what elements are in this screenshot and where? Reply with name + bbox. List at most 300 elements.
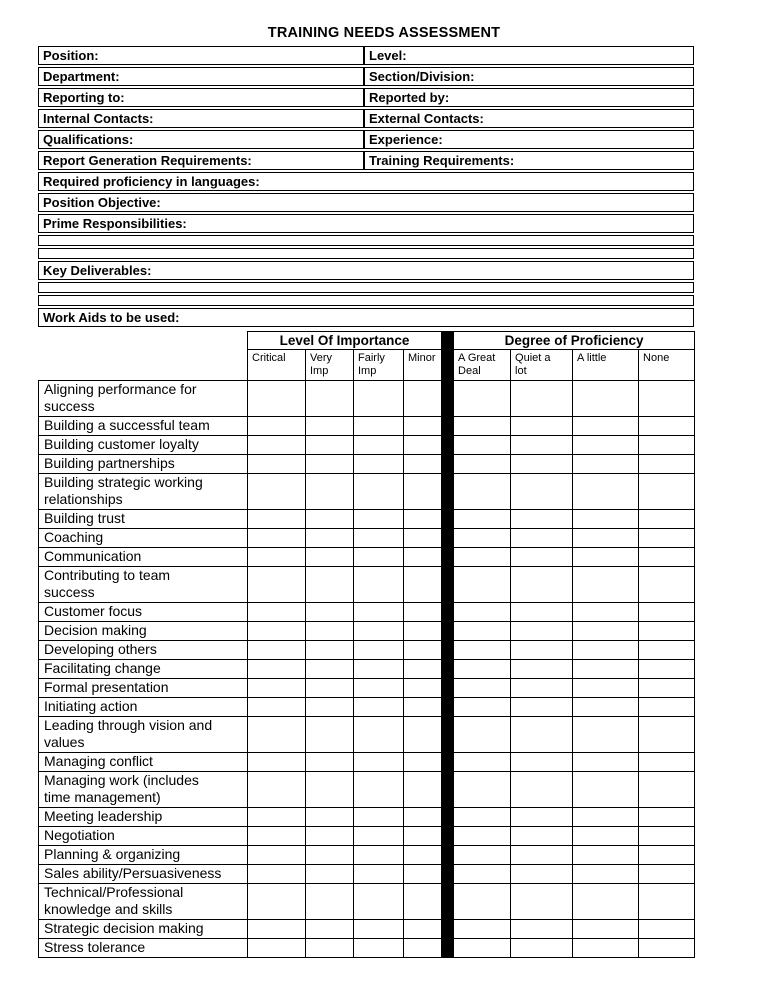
skill-row <box>39 920 695 939</box>
divider-bar <box>442 846 454 865</box>
rating-cell <box>454 660 511 679</box>
rating-cell <box>306 865 354 884</box>
rating-cell <box>354 436 404 455</box>
rating-cell <box>511 548 573 567</box>
rating-cell <box>511 510 573 529</box>
rating-cell <box>639 510 695 529</box>
rating-cell <box>354 474 404 510</box>
rating-cell <box>573 939 639 958</box>
divider-bar <box>442 679 454 698</box>
rating-cell <box>511 529 573 548</box>
rating-cell <box>404 529 442 548</box>
divider-bar <box>442 417 454 436</box>
rating-cell <box>511 884 573 920</box>
form-field-label: Reporting to: <box>38 88 364 107</box>
rating-cell <box>404 641 442 660</box>
rating-cell <box>306 603 354 622</box>
form-row <box>38 67 694 86</box>
divider-bar <box>442 641 454 660</box>
rating-cell <box>573 641 639 660</box>
rating-cell <box>306 753 354 772</box>
rating-cell <box>306 436 354 455</box>
rating-cell <box>639 603 695 622</box>
rating-cell <box>354 622 404 641</box>
rating-cell <box>354 381 404 417</box>
rating-cell <box>354 641 404 660</box>
skill-label: Building a successful team <box>39 417 248 436</box>
skill-label: Coaching <box>39 529 248 548</box>
rating-cell <box>511 660 573 679</box>
rating-cell <box>248 622 306 641</box>
rating-cell <box>454 865 511 884</box>
form-row <box>38 109 694 128</box>
rating-cell <box>248 679 306 698</box>
importance-level-header: Very Imp <box>306 350 354 381</box>
form-content <box>38 44 694 958</box>
skill-row <box>39 717 695 753</box>
divider-bar <box>442 660 454 679</box>
rating-cell <box>639 474 695 510</box>
matrix-corner-blank <box>39 332 248 350</box>
proficiency-level-header: None <box>639 350 695 381</box>
form-field-label: Department: <box>38 67 364 86</box>
rating-cell <box>404 920 442 939</box>
skill-row <box>39 603 695 622</box>
rating-cell <box>454 529 511 548</box>
skill-label: Managing conflict <box>39 753 248 772</box>
divider-bar <box>442 381 454 417</box>
rating-cell <box>639 920 695 939</box>
rating-cell <box>306 474 354 510</box>
rating-cell <box>354 698 404 717</box>
rating-cell <box>454 417 511 436</box>
rating-cell <box>404 753 442 772</box>
skill-label: Leading through vision and values <box>39 717 248 753</box>
skill-label: Meeting leadership <box>39 808 248 827</box>
rating-cell <box>573 529 639 548</box>
proficiency-level-header: A little <box>573 350 639 381</box>
skill-row <box>39 529 695 548</box>
rating-cell <box>248 603 306 622</box>
rating-cell <box>306 772 354 808</box>
rating-cell <box>454 679 511 698</box>
rating-cell <box>573 567 639 603</box>
rating-cell <box>354 529 404 548</box>
form-blank-row <box>38 235 694 246</box>
rating-cell <box>511 436 573 455</box>
proficiency-level-header: Quiet a lot <box>511 350 573 381</box>
rating-cell <box>573 417 639 436</box>
rating-cell <box>354 846 404 865</box>
form-field-label: Training Requirements: <box>364 151 694 170</box>
skill-label: Managing work (includes time management) <box>39 772 248 808</box>
skill-row <box>39 548 695 567</box>
rating-cell <box>306 717 354 753</box>
rating-cell <box>306 622 354 641</box>
rating-cell <box>404 603 442 622</box>
rating-cell <box>354 884 404 920</box>
rating-cell <box>454 846 511 865</box>
rating-cell <box>404 474 442 510</box>
skill-label: Strategic decision making <box>39 920 248 939</box>
form-row <box>38 282 694 293</box>
rating-cell <box>573 865 639 884</box>
rating-cell <box>404 622 442 641</box>
rating-cell <box>454 641 511 660</box>
rating-cell <box>248 846 306 865</box>
rating-cell <box>404 679 442 698</box>
form-row <box>38 248 694 259</box>
rating-cell <box>639 436 695 455</box>
skill-label: Building trust <box>39 510 248 529</box>
rating-cell <box>639 660 695 679</box>
rating-cell <box>248 455 306 474</box>
rating-cell <box>511 698 573 717</box>
rating-cell <box>404 827 442 846</box>
divider-bar <box>442 717 454 753</box>
rating-cell <box>454 622 511 641</box>
rating-cell <box>306 529 354 548</box>
rating-cell <box>354 455 404 474</box>
skill-label: Planning & organizing <box>39 846 248 865</box>
rating-cell <box>454 939 511 958</box>
divider-bar <box>442 510 454 529</box>
form-field-label: Report Generation Requirements: <box>38 151 364 170</box>
rating-cell <box>248 920 306 939</box>
rating-cell <box>248 753 306 772</box>
form-field-label: Level: <box>364 46 694 65</box>
rating-cell <box>248 381 306 417</box>
divider-bar <box>442 827 454 846</box>
rating-cell <box>511 603 573 622</box>
rating-cell <box>573 548 639 567</box>
rating-cell <box>404 417 442 436</box>
rating-cell <box>573 920 639 939</box>
rating-cell <box>354 865 404 884</box>
form-row <box>38 308 694 327</box>
rating-cell <box>639 641 695 660</box>
skill-row <box>39 939 695 958</box>
rating-cell <box>573 846 639 865</box>
rating-cell <box>404 717 442 753</box>
rating-cell <box>511 641 573 660</box>
rating-cell <box>511 474 573 510</box>
rating-cell <box>354 548 404 567</box>
skill-label: Technical/Professional knowledge and skills <box>39 884 248 920</box>
rating-cell <box>511 865 573 884</box>
rating-cell <box>306 455 354 474</box>
divider-bar <box>442 455 454 474</box>
page-title: TRAINING NEEDS ASSESSMENT <box>267 25 501 41</box>
rating-cell <box>511 679 573 698</box>
rating-cell <box>639 679 695 698</box>
form-row <box>38 130 694 149</box>
rating-cell <box>404 865 442 884</box>
rating-cell <box>511 939 573 958</box>
importance-level-header: Critical <box>248 350 306 381</box>
rating-cell <box>639 939 695 958</box>
form-field-label: Position Objective: <box>38 193 694 212</box>
form-row <box>38 46 694 65</box>
divider-bar <box>442 622 454 641</box>
rating-cell <box>454 436 511 455</box>
rating-cell <box>404 660 442 679</box>
divider-bar <box>442 808 454 827</box>
rating-cell <box>354 567 404 603</box>
rating-cell <box>511 417 573 436</box>
skill-label: Sales ability/Persuasiveness <box>39 865 248 884</box>
rating-cell <box>306 920 354 939</box>
form-row <box>38 235 694 246</box>
rating-cell <box>639 884 695 920</box>
rating-cell <box>639 846 695 865</box>
rating-cell <box>573 698 639 717</box>
rating-cell <box>248 510 306 529</box>
rating-cell <box>354 920 404 939</box>
rating-cell <box>511 808 573 827</box>
rating-cell <box>404 846 442 865</box>
rating-cell <box>306 884 354 920</box>
form-field-label: Reported by: <box>364 88 694 107</box>
skill-row <box>39 827 695 846</box>
rating-cell <box>573 884 639 920</box>
rating-cell <box>354 753 404 772</box>
divider-bar <box>442 884 454 920</box>
rating-cell <box>573 436 639 455</box>
rating-cell <box>306 548 354 567</box>
form-field-label: Experience: <box>364 130 694 149</box>
skill-row <box>39 381 695 417</box>
rating-cell <box>573 455 639 474</box>
rating-cell <box>639 753 695 772</box>
rating-cell <box>404 381 442 417</box>
skill-row <box>39 455 695 474</box>
form-field-label: Prime Responsibilities: <box>38 214 694 233</box>
rating-cell <box>306 381 354 417</box>
skill-label: Negotiation <box>39 827 248 846</box>
rating-cell <box>573 679 639 698</box>
rating-cell <box>573 753 639 772</box>
rating-cell <box>573 603 639 622</box>
form-row <box>38 172 694 191</box>
skill-label: Aligning performance for success <box>39 381 248 417</box>
skill-row <box>39 660 695 679</box>
rating-cell <box>404 698 442 717</box>
form-field-label: Section/Division: <box>364 67 694 86</box>
form-blank-row <box>38 248 694 259</box>
skill-label: Decision making <box>39 622 248 641</box>
importance-level-header: Minor <box>404 350 442 381</box>
rating-cell <box>511 920 573 939</box>
divider-bar <box>442 603 454 622</box>
rating-cell <box>354 827 404 846</box>
rating-cell <box>306 567 354 603</box>
skill-row <box>39 567 695 603</box>
form-field-label: Work Aids to be used: <box>38 308 694 327</box>
skill-row <box>39 698 695 717</box>
rating-cell <box>404 808 442 827</box>
skill-label: Customer focus <box>39 603 248 622</box>
rating-cell <box>454 603 511 622</box>
rating-cell <box>248 884 306 920</box>
divider-bar <box>442 939 454 958</box>
rating-cell <box>248 939 306 958</box>
rating-cell <box>248 717 306 753</box>
rating-cell <box>454 698 511 717</box>
divider-bar <box>442 548 454 567</box>
form-field-label: Internal Contacts: <box>38 109 364 128</box>
rating-cell <box>639 865 695 884</box>
rating-cell <box>404 455 442 474</box>
rating-cell <box>306 510 354 529</box>
skill-row <box>39 846 695 865</box>
divider-bar <box>442 567 454 603</box>
skills-matrix-table <box>38 331 695 958</box>
rating-cell <box>354 939 404 958</box>
skill-row <box>39 474 695 510</box>
rating-cell <box>454 920 511 939</box>
rating-cell <box>639 529 695 548</box>
rating-cell <box>248 548 306 567</box>
rating-cell <box>639 455 695 474</box>
rating-cell <box>354 679 404 698</box>
rating-cell <box>454 510 511 529</box>
divider-bar <box>442 772 454 808</box>
form-row <box>38 261 694 280</box>
rating-cell <box>573 660 639 679</box>
rating-cell <box>511 717 573 753</box>
rating-cell <box>454 772 511 808</box>
rating-cell <box>404 939 442 958</box>
divider-bar <box>442 529 454 548</box>
rating-cell <box>639 381 695 417</box>
rating-cell <box>404 884 442 920</box>
rating-cell <box>248 772 306 808</box>
rating-cell <box>248 808 306 827</box>
divider-bar <box>442 474 454 510</box>
skill-label: Facilitating change <box>39 660 248 679</box>
form-field-label: Qualifications: <box>38 130 364 149</box>
rating-cell <box>248 698 306 717</box>
rating-cell <box>639 622 695 641</box>
skill-label: Stress tolerance <box>39 939 248 958</box>
rating-cell <box>573 474 639 510</box>
rating-cell <box>306 660 354 679</box>
rating-cell <box>248 474 306 510</box>
rating-cell <box>354 660 404 679</box>
rating-cell <box>404 567 442 603</box>
rating-cell <box>511 381 573 417</box>
rating-cell <box>454 548 511 567</box>
skill-row <box>39 641 695 660</box>
skill-row <box>39 772 695 808</box>
rating-cell <box>454 455 511 474</box>
rating-cell <box>639 808 695 827</box>
rating-cell <box>639 717 695 753</box>
rating-cell <box>511 622 573 641</box>
rating-cell <box>573 510 639 529</box>
divider-bar <box>442 436 454 455</box>
skill-label: Communication <box>39 548 248 567</box>
form-field-label: Key Deliverables: <box>38 261 694 280</box>
form-row <box>38 214 694 233</box>
rating-cell <box>354 808 404 827</box>
rating-cell <box>511 455 573 474</box>
form-field-label: Position: <box>38 46 364 65</box>
rating-cell <box>306 417 354 436</box>
rating-cell <box>404 772 442 808</box>
rating-cell <box>454 381 511 417</box>
rating-cell <box>454 474 511 510</box>
rating-cell <box>573 622 639 641</box>
rating-cell <box>454 884 511 920</box>
rating-cell <box>454 808 511 827</box>
matrix-subheader-row <box>39 350 695 381</box>
rating-cell <box>639 567 695 603</box>
rating-cell <box>573 381 639 417</box>
rating-cell <box>306 827 354 846</box>
rating-cell <box>306 939 354 958</box>
rating-cell <box>248 529 306 548</box>
rating-cell <box>454 717 511 753</box>
skill-row <box>39 679 695 698</box>
rating-cell <box>404 548 442 567</box>
form-row <box>38 151 694 170</box>
skill-label: Building strategic working relationships <box>39 474 248 510</box>
form-field-label: Required proficiency in languages: <box>38 172 694 191</box>
rating-cell <box>454 567 511 603</box>
divider-bar <box>442 698 454 717</box>
matrix-group-header-row <box>39 332 695 350</box>
rating-cell <box>354 417 404 436</box>
skill-row <box>39 884 695 920</box>
proficiency-level-header: A Great Deal <box>454 350 511 381</box>
form-row <box>38 295 694 306</box>
skill-label: Building partnerships <box>39 455 248 474</box>
form-row <box>38 88 694 107</box>
rating-cell <box>639 827 695 846</box>
rating-cell <box>248 660 306 679</box>
skill-label: Contributing to team success <box>39 567 248 603</box>
rating-cell <box>404 510 442 529</box>
importance-group-header: Level Of Importance <box>248 332 442 350</box>
rating-cell <box>248 436 306 455</box>
rating-cell <box>354 510 404 529</box>
form-blank-row <box>38 295 694 306</box>
rating-cell <box>354 717 404 753</box>
rating-cell <box>573 772 639 808</box>
rating-cell <box>306 679 354 698</box>
rating-cell <box>354 603 404 622</box>
rating-cell <box>511 753 573 772</box>
form-field-label: External Contacts: <box>364 109 694 128</box>
skill-row <box>39 510 695 529</box>
rating-cell <box>511 846 573 865</box>
divider-bar <box>442 920 454 939</box>
rating-cell <box>248 567 306 603</box>
skill-label: Developing others <box>39 641 248 660</box>
rating-cell <box>306 808 354 827</box>
form-blank-row <box>38 282 694 293</box>
rating-cell <box>511 827 573 846</box>
skill-row <box>39 753 695 772</box>
assessment-form-table <box>38 44 694 329</box>
importance-level-header: Fairly Imp <box>354 350 404 381</box>
rating-cell <box>306 846 354 865</box>
rating-cell <box>573 717 639 753</box>
rating-cell <box>306 641 354 660</box>
rating-cell <box>248 417 306 436</box>
